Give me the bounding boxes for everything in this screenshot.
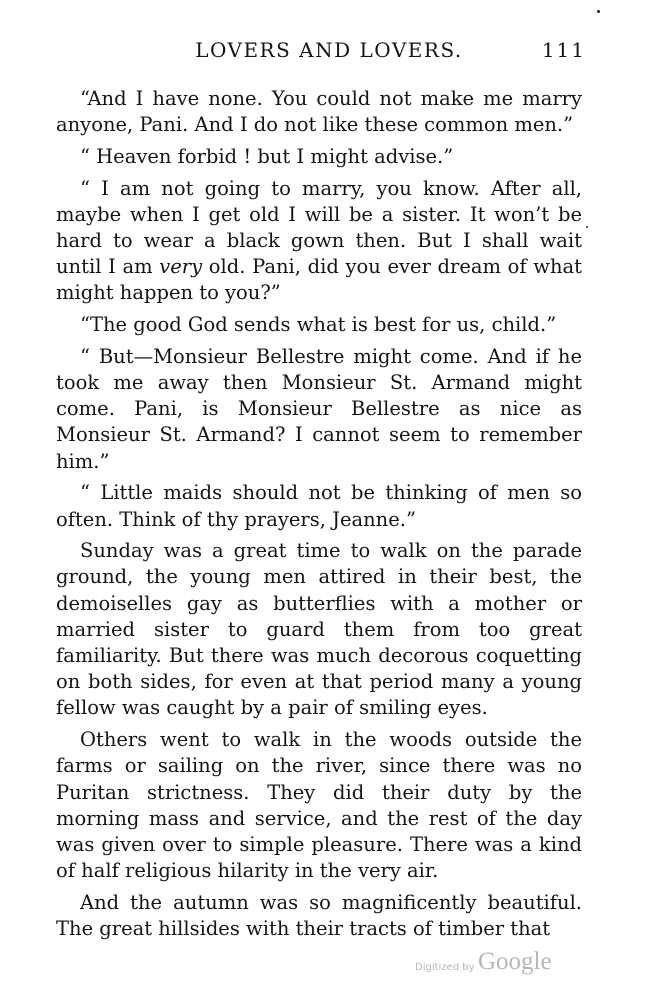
paragraph: “ Heaven forbid ! but I might advise.” — [80, 144, 454, 168]
emphasized-word: very — [159, 255, 203, 279]
page-header — [56, 38, 602, 68]
paragraph: And the autumn was so magnificently beautiful. The great hillsides with their tracts of timber that — [56, 890, 582, 941]
paragraph — [56, 176, 582, 307]
digitized-by-text: Digitized by — [415, 962, 475, 973]
ink-speck — [597, 10, 600, 13]
paragraph: Sunday was a great time to walk on the parade ground, the young men attired in their best, the demoiselles gay as butterflies with a mother or married sister to guard them from too great familiarity. But there was much decorous coquetting on both sides, for even at that period many a young fellow was caught by a pair of smiling eyes. — [56, 539, 582, 720]
ink-speck — [586, 226, 588, 228]
paragraph: Others went to walk in the woods outside the farms or sailing on the river, since there was no Puritan strictness. They did their duty by the morning mass and service, and the rest of the day was given over to simple pleasure. There was a kind of half religious hilarity in the very air. — [56, 728, 582, 883]
paragraph-text: old. Pani, did you ever dream of what might happen to you?” — [56, 255, 582, 305]
paragraph: “The good God sends what is best for us, child.” — [80, 313, 557, 337]
paragraph: “And I have none. You could not make me marry anyone, Pani. And I do not like these common men.” — [56, 87, 582, 137]
body-text — [56, 86, 582, 948]
paragraph-text: “ I am not going to marry, you know. After all, maybe when I get old I will be a sister. It won’t be hard to wear a black gown then. But I shall wait until I am — [56, 176, 582, 279]
paragraph: “ But—Monsieur Bellestre might come. And if he took me away then Monsieur St. Armand might come. Pani, is Monsieur Bellestre as nice as Monsieur St. Armand? I cannot seem to remember him.” — [56, 344, 582, 473]
page-number: 111 — [541, 38, 586, 62]
google-logo: Google — [478, 948, 552, 975]
digitized-watermark — [415, 950, 555, 984]
paragraph: “ Little maids should not be thinking of men so often. Think of thy prayers, Jeanne.” — [56, 481, 582, 531]
running-title: LOVERS AND LOVERS. — [195, 38, 463, 62]
